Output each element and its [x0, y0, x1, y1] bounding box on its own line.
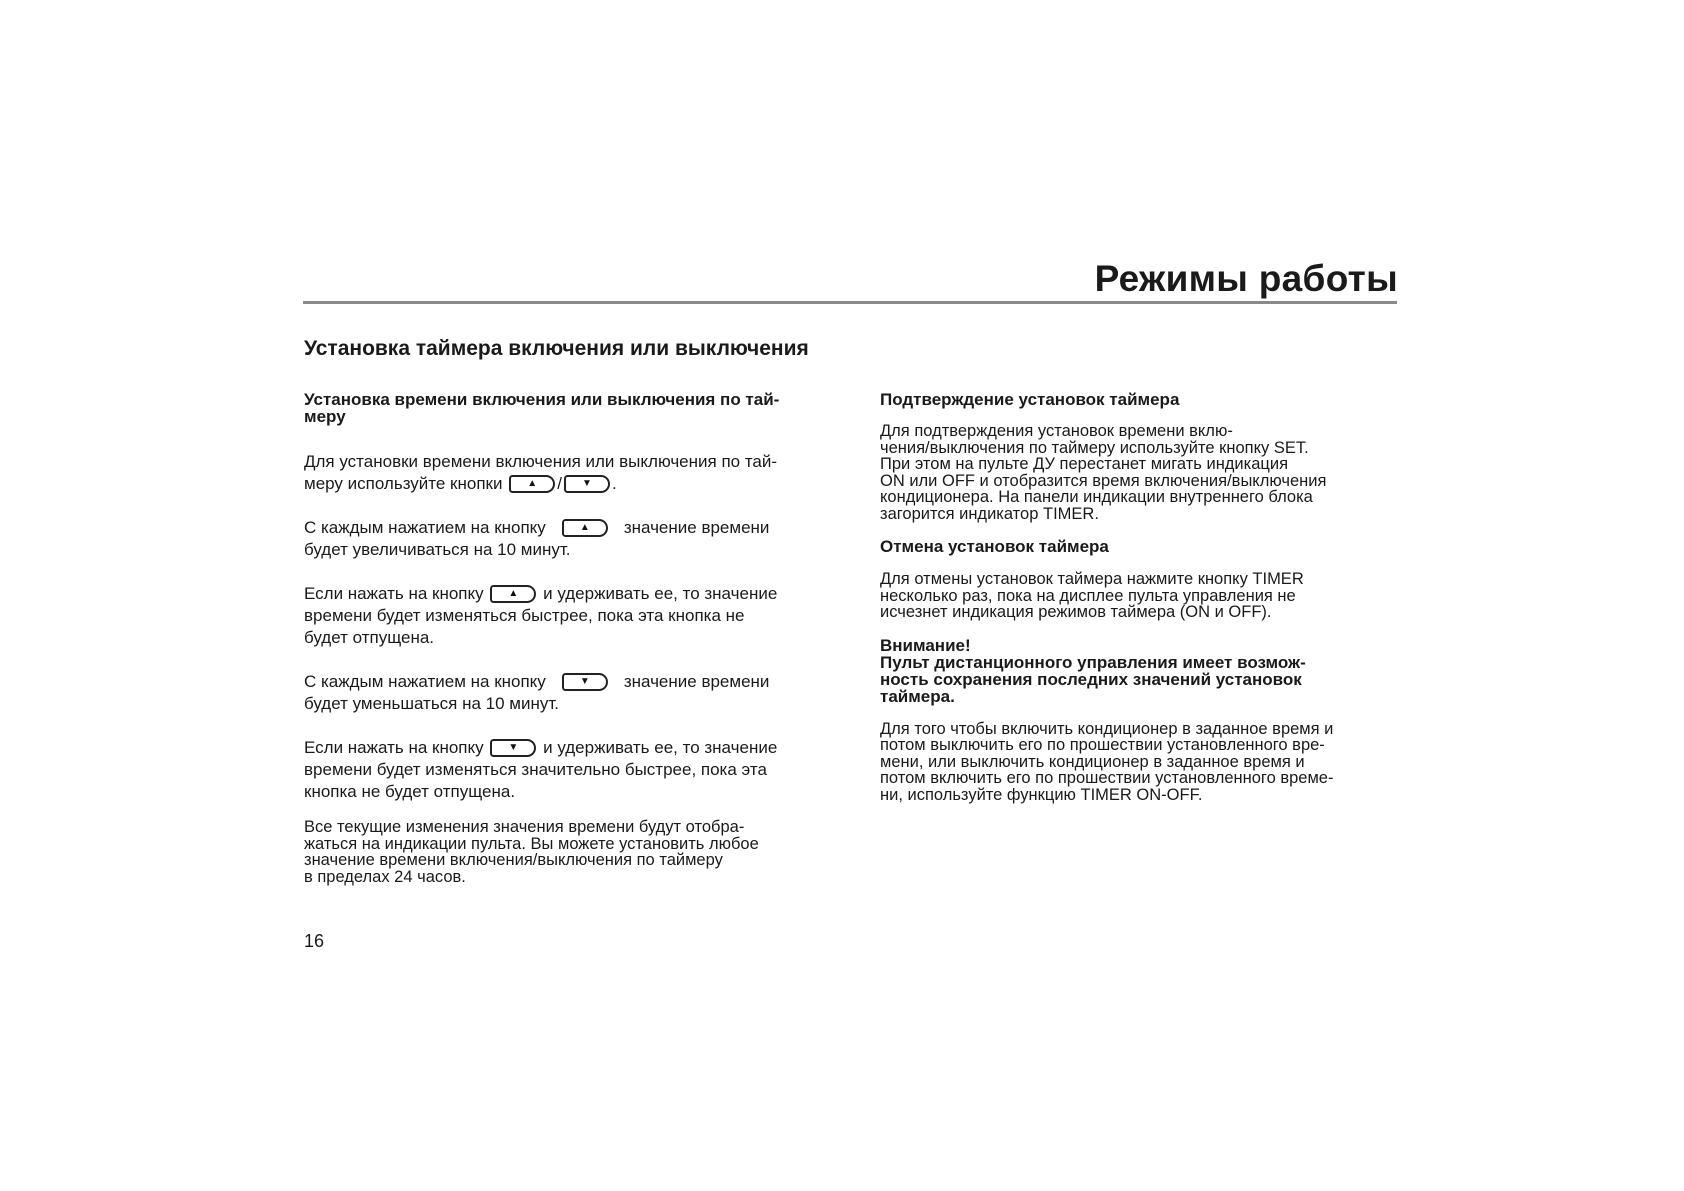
confirm-paragraph: Для подтверждения установок времени вклю- чения/выключения по таймеру используйте кнопку SET. При этом на пульте ДУ перестанет мигать индикация ON или OFF и отобразится время включения/выключения кондиционера. На панели индикации внутреннего блока загорится индикатор TIMER. [880, 422, 1327, 523]
section-title: Установка таймера включения или выключения [304, 337, 809, 360]
attention-text: Пульт дистанционного управления имеет возмож- ность сохранения последних значений установок таймера. [880, 652, 1306, 706]
up-arrow-icon: ▲ [527, 477, 538, 489]
down-button-icon [562, 673, 608, 691]
p4-start: С каждым нажатием на кнопку [304, 672, 546, 691]
left-column [304, 391, 824, 885]
down-arrow-icon: ▼ [508, 741, 519, 753]
down-button-icon [490, 739, 536, 757]
left-paragraph-2 [304, 517, 824, 561]
attention-title: Внимание! [880, 635, 971, 655]
p5-start: Если нажать на кнопку [304, 738, 484, 757]
p3-start: Если нажать на кнопку [304, 584, 484, 603]
p2-end: значение времени будет увеличиваться на 10 минут. [304, 518, 770, 559]
timer-on-off-paragraph: Для того чтобы включить кондиционер в заданное время и потом выключить его по прошествии установленного вре- мени, или выключить кондиционер в заданное время и потом включить его по прошествии установленного време- ни, используйте функцию TIMER ON-OFF. [880, 719, 1334, 804]
up-arrow-icon: ▲ [579, 521, 590, 533]
confirm-subtitle: Подтверждение установок таймера [880, 390, 1180, 409]
p2-start: С каждым нажатием на кнопку [304, 518, 546, 537]
page-number: 16 [304, 931, 325, 951]
p1-text: Для установки времени включения или выключения по тай- меру используйте кнопки [304, 452, 778, 493]
chapter-title: Режимы работы [1094, 258, 1398, 299]
header-divider [303, 301, 1397, 304]
left-subtitle: Установка времени включения или выключения по тай- меру [304, 390, 780, 426]
left-paragraph-3 [304, 583, 824, 649]
left-paragraph-1 [304, 451, 824, 495]
down-arrow-icon: ▼ [581, 477, 592, 489]
down-arrow-icon: ▼ [579, 675, 590, 687]
cancel-subtitle: Отмена установок таймера [880, 537, 1109, 556]
down-button-icon [564, 475, 610, 493]
up-button-icon [490, 585, 536, 603]
p4-end: значение времени будет уменьшаться на 10 минут. [304, 672, 770, 713]
right-column [880, 391, 1398, 803]
p5-end: и удерживать ее, то значение времени будет изменяться значительно быстрее, пока эта кнопка не будет отпущена. [304, 738, 778, 801]
left-paragraph-6: Все текущие изменения значения времени будут отобра- жаться на индикации пульта. Вы можете установить любое значение времени включения/выключения по таймеру в пределах 24 часов. [304, 818, 759, 886]
up-button-icon [562, 519, 608, 537]
cancel-paragraph: Для отмены установок таймера нажмите кнопку TIMER несколько раз, пока на дисплее пульта управления не исчезнет индикация режимов таймера (ON и OFF). [880, 570, 1304, 621]
left-paragraph-4 [304, 671, 824, 715]
p1-end: . [611, 474, 617, 493]
p1-separator: / [557, 474, 562, 493]
up-arrow-icon: ▲ [508, 587, 519, 599]
left-paragraph-5 [304, 737, 824, 803]
up-button-icon [509, 475, 555, 493]
p3-end: и удерживать ее, то значение времени будет изменяться быстрее, пока эта кнопка не будет отпущена. [304, 584, 778, 647]
